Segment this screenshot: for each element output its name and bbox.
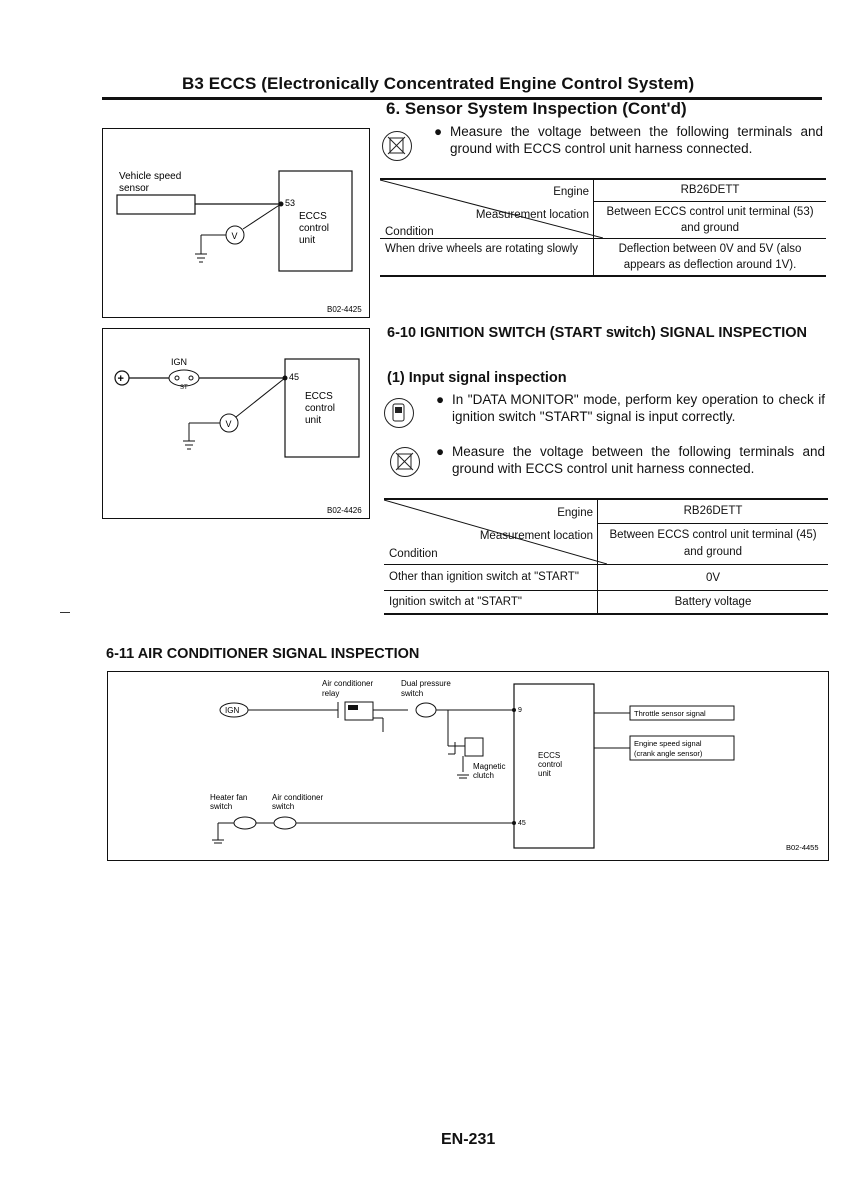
bullet-dot: ● <box>436 392 445 407</box>
fig3-unit-line1: ECCS <box>538 751 561 760</box>
ignition-circuit-diagram <box>103 329 369 518</box>
fig3-unit-line3: unit <box>538 769 551 778</box>
measurement-value: Between ECCS control unit terminal (53) and ground <box>606 206 814 234</box>
bullet-dot: ● <box>436 444 445 459</box>
section-610-bullet-1 <box>436 391 825 425</box>
fig2-ign-label: IGN <box>171 357 188 367</box>
bullet-dot: ● <box>434 124 443 139</box>
table-row <box>384 591 828 615</box>
section-611-title: 6-11 AIR CONDITIONER SIGNAL INSPECTION <box>106 646 420 662</box>
fig1-unit-line1: ECCS <box>299 211 327 222</box>
page-number: EN-231 <box>441 1131 496 1148</box>
fig3-ac-relay-label-2: relay <box>322 689 340 698</box>
fig2-unit-line2: control <box>305 403 336 414</box>
fig2-voltmeter-icon: V <box>225 419 232 429</box>
header-measurement: Measurement location <box>479 530 593 542</box>
figure-ignition-circuit <box>102 328 370 519</box>
fig1-code: B02-4425 <box>327 305 362 314</box>
header-condition: Condition <box>385 226 434 238</box>
fig1-sensor-label-line1: Vehicle speed <box>119 171 182 182</box>
tool-icon <box>382 131 412 161</box>
fig3-magnetic-label-2: clutch <box>473 771 494 780</box>
page-header: B3 ECCS (Electronically Concentrated Engine Control System) <box>182 74 695 93</box>
fig3-ac-switch-label-1: Air conditioner <box>272 793 324 802</box>
section-610-title: 6-10 IGNITION SWITCH (START switch) SIGNAL INSPECTION <box>387 325 807 341</box>
section-title: 6. Sensor System Inspection (Cont'd) <box>386 99 687 118</box>
fig3-heater-fan-label-2: switch <box>210 802 233 811</box>
fig3-terminal-9: 9 <box>518 707 522 714</box>
fig3-ac-switch-label-2: switch <box>272 802 295 811</box>
margin-mark <box>60 612 70 613</box>
table-row <box>384 565 828 591</box>
row-condition: Ignition switch at "START" <box>384 591 598 615</box>
engine-value: RB26DETT <box>598 500 828 524</box>
row-value: 0V <box>598 565 829 591</box>
table-row <box>380 239 826 277</box>
section-610-subtitle: (1) Input signal inspection <box>387 370 567 386</box>
row-condition: Other than ignition switch at "START" <box>384 565 598 591</box>
figure-vehicle-speed-circuit <box>102 128 370 318</box>
section-610-bullet-2-text: Measure the voltage between the following terminals and ground with ECCS control unit harness connected. <box>452 444 825 476</box>
row-value: Battery voltage <box>598 591 829 615</box>
measurement-value: Between ECCS control unit terminal (45) and ground <box>609 529 817 558</box>
air-conditioner-circuit-diagram <box>108 672 828 860</box>
fig3-code: B02-4455 <box>786 843 819 852</box>
fig3-magnetic-label-1: Magnetic <box>473 762 506 771</box>
table-header-diagonal <box>384 499 598 565</box>
figure-air-conditioner-circuit <box>107 671 829 861</box>
vehicle-speed-circuit-diagram <box>103 129 369 317</box>
table-header-diagonal <box>380 179 594 239</box>
section6-bullet <box>434 123 823 157</box>
fig2-terminal: 45 <box>289 372 300 382</box>
fig1-unit-line2: control <box>299 223 330 234</box>
header-engine: Engine <box>557 507 593 519</box>
fig3-heater-fan-label-1: Heater fan <box>210 793 248 802</box>
consult-tester-icon <box>384 398 414 428</box>
table-engine-value-cell <box>598 499 829 565</box>
section6-bullet-text: Measure the voltage between the following terminals and ground with ECCS control unit harness connected. <box>450 124 823 156</box>
fig1-unit-line3: unit <box>299 235 316 246</box>
fig1-sensor-label-line2: sensor <box>119 183 150 194</box>
section-610-bullet-1-text: In "DATA MONITOR" mode, perform key operation to check if ignition switch "START" signal is input correctly. <box>452 392 825 424</box>
fig2-unit-line1: ECCS <box>305 391 333 402</box>
table-engine-value-cell <box>594 179 827 239</box>
fig3-throttle-label: Throttle sensor signal <box>634 709 706 718</box>
row-value: Deflection between 0V and 5V (also appears as deflection around 1V). <box>594 239 827 277</box>
spec-table-terminal-45 <box>384 498 828 615</box>
fig2-st-label: ST <box>180 385 188 391</box>
fig3-dual-switch-label-2: switch <box>401 689 424 698</box>
fig1-voltmeter-icon: V <box>231 231 238 241</box>
fig3-dual-switch-label-1: Dual pressure <box>401 679 451 688</box>
header-measurement: Measurement location <box>475 209 589 221</box>
fig3-terminal-45: 45 <box>518 820 526 827</box>
spec-table-terminal-53 <box>380 178 826 277</box>
fig3-engine-speed-label-2: (crank angle sensor) <box>634 749 703 758</box>
fig3-ign-label: IGN <box>225 706 240 715</box>
row-condition: When drive wheels are rotating slowly <box>380 239 594 277</box>
fig3-unit-line2: control <box>538 760 563 769</box>
section-610-bullet-2 <box>436 443 825 477</box>
header-condition: Condition <box>389 548 438 560</box>
fig2-code: B02-4426 <box>327 506 362 515</box>
fig3-ac-relay-label-1: Air conditioner <box>322 679 374 688</box>
fig2-plus: + <box>117 373 124 385</box>
engine-value: RB26DETT <box>594 180 826 202</box>
fig1-terminal: 53 <box>285 198 296 208</box>
fig2-unit-line3: unit <box>305 415 322 426</box>
tool-icon <box>390 447 420 477</box>
header-engine: Engine <box>553 186 589 198</box>
fig3-engine-speed-label-1: Engine speed signal <box>634 739 702 748</box>
